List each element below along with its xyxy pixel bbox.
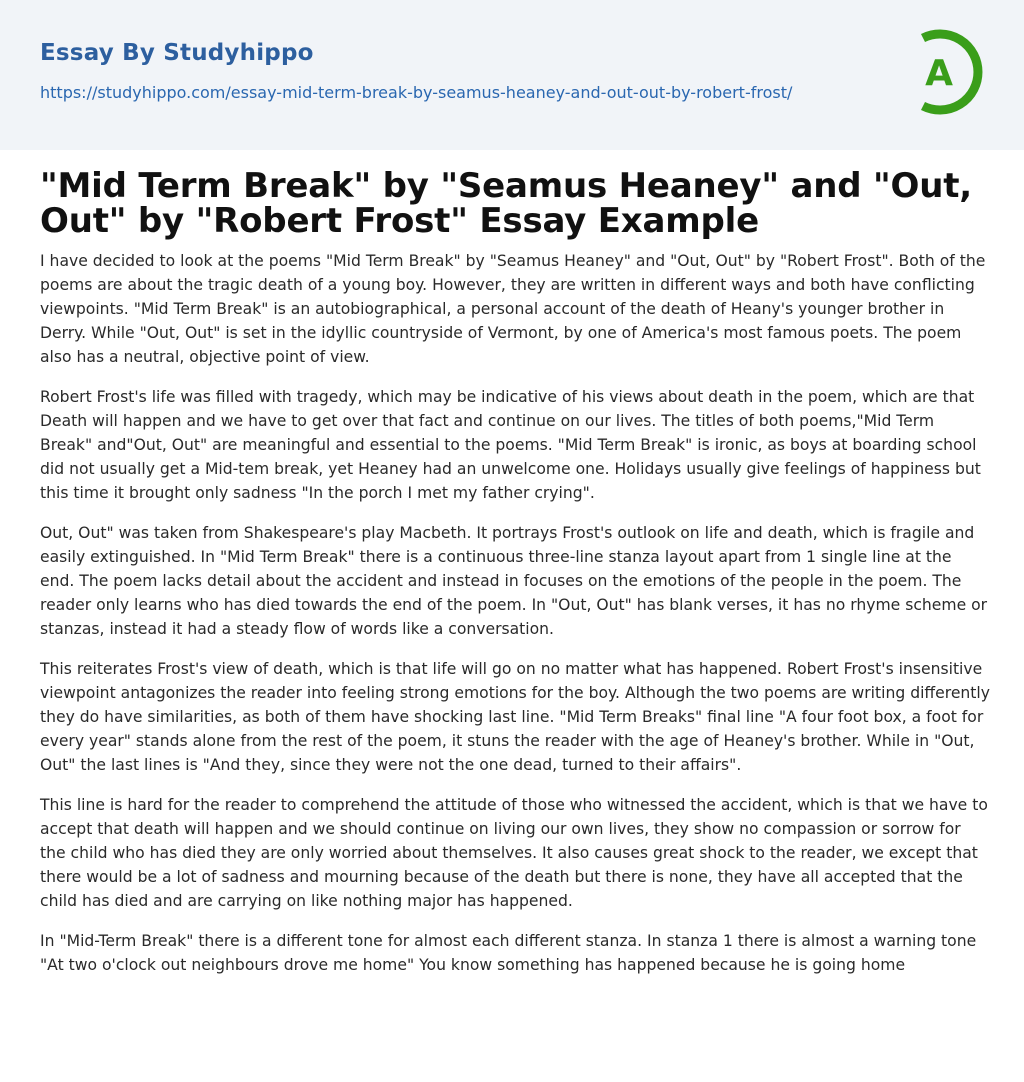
essay-paragraph: This line is hard for the reader to comprehend the attitude of those who witnessed the accident, which is that we have to accept that death will happen and we should continue on living our own lives, they show no compassion or sorrow for the child who has died they are only worried about themselves. It also causes great shock to the reader, we except that there would be a lot of sadness and mourning because of the death but there is none, they have all accepted that the child has died and are carrying on like nothing major has happened. bbox=[40, 796, 988, 910]
essay-body bbox=[40, 249, 990, 993]
essay-paragraph: Out, Out" was taken from Shakespeare's play Macbeth. It portrays Frost's outlook on life and death, which is fragile and easily extinguished. In "Mid Term Break" there is a continuous three-line stanza layout apart from 1 single line at the end. The poem lacks detail about the accident and instead in focuses on the emotions of the people in the poem. The reader only learns who has died towards the end of the poem. In "Out, Out" has blank verses, it has no rhyme scheme or stanzas, instead it had a steady flow of words like a conversation. bbox=[40, 524, 988, 638]
studyhippo-logo-icon[interactable] bbox=[905, 28, 989, 116]
site-name[interactable]: Essay By Studyhippo bbox=[40, 40, 314, 66]
essay-title: "Mid Term Break" by "Seamus Heaney" and "Out, Out" by "Robert Frost" Essay Example bbox=[40, 166, 972, 241]
site-header bbox=[0, 0, 1024, 150]
essay-paragraph: I have decided to look at the poems "Mid Term Break" by "Seamus Heaney" and "Out, Out" by "Robert Frost". Both of the poems are about the tragic death of a young boy. However, they are written in different ways and both have conflicting viewpoints. "Mid Term Break" is an autobiographical, a personal account of the death of Heany's younger brother in Derry. While "Out, Out" is set in the idyllic countryside of Vermont, by one of America's most famous poets. The poem also has a neutral, objective point of view. bbox=[40, 252, 986, 366]
source-url-link[interactable]: https://studyhippo.com/essay-mid-term-break-by-seamus-heaney-and-out-out-by-robert-frost/ bbox=[40, 83, 793, 102]
essay-paragraph: In "Mid-Term Break" there is a different tone for almost each different stanza. In stanza 1 there is almost a warning tone "At two o'clock out neighbours drove me home" You know something has happened because he is going home bbox=[40, 932, 977, 974]
essay-paragraph: Robert Frost's life was filled with tragedy, which may be indicative of his views about death in the poem, which are that Death will happen and we have to get over that fact and continue on our lives. The titles of both poems,"Mid Term Break" and"Out, Out" are meaningful and essential to the poems. "Mid Term Break" is ironic, as boys at boarding school did not usually get a Mid-tem break, yet Heaney had an unwelcome one. Holidays usually give feelings of happiness but this time it brought only sadness "In the porch I met my father crying". bbox=[40, 388, 981, 502]
essay-paragraph: This reiterates Frost's view of death, which is that life will go on no matter what has happened. Robert Frost's insensitive viewpoint antagonizes the reader into feeling strong emotions for the boy. Although the two poems are writing differently they do have similarities, as both of them have shocking last line. "Mid Term Breaks" final line "A four foot box, a foot for every year" stands alone from the rest of the poem, it stuns the reader with the age of Heaney's brother. While in "Out, Out" the last lines is "And they, since they were not the one dead, turned to their affairs". bbox=[40, 660, 990, 774]
svg-text:A: A bbox=[925, 53, 953, 94]
